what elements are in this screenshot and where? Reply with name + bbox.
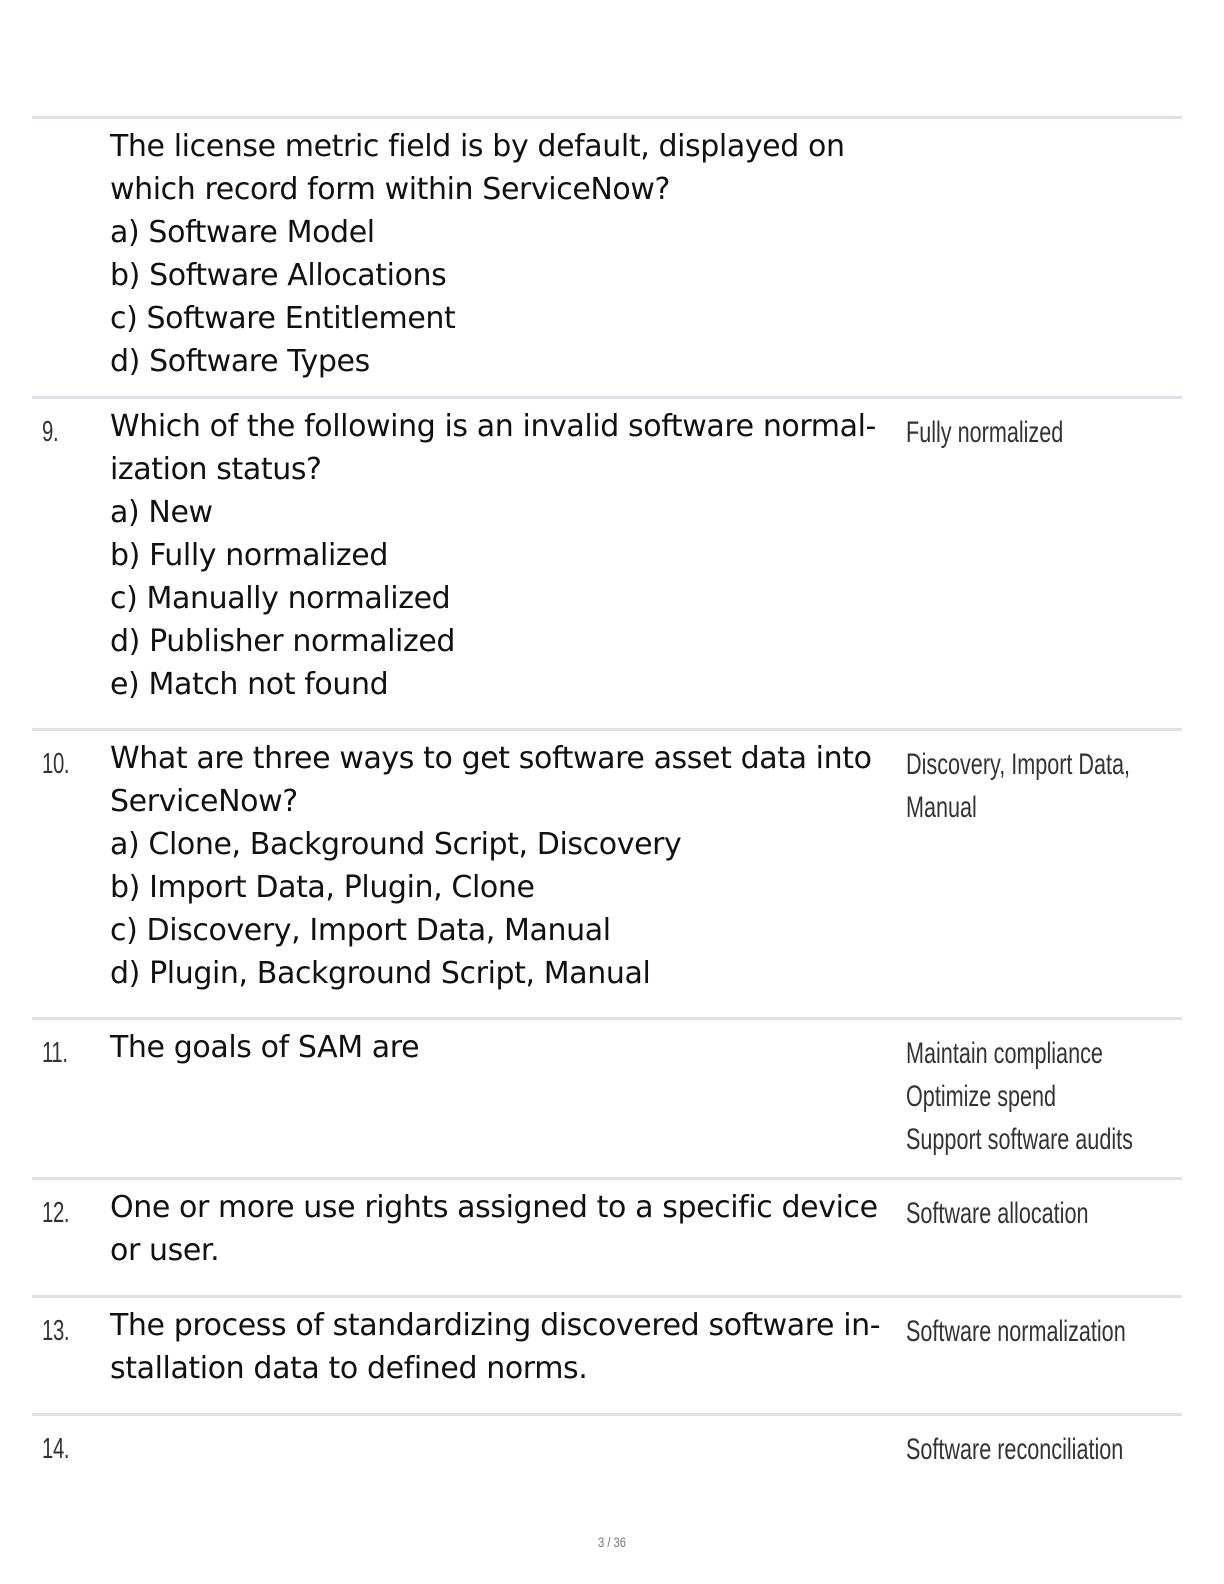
question-line: or user. [110, 1233, 220, 1268]
question-line: a) Software Model [110, 215, 375, 250]
question-line: b) Import Data, Plugin, Clone [110, 870, 535, 905]
question-line: d) Plugin, Background Script, Manual [110, 956, 651, 991]
question-line: ServiceNow? [110, 784, 298, 819]
question-line: d) Software Types [110, 344, 370, 379]
question-line: stallation data to defined norms. [110, 1351, 588, 1386]
answer-line: Maintain compliance [906, 1037, 1103, 1070]
question-line: which record form within ServiceNow? [110, 172, 671, 207]
item-number: 9. [42, 416, 59, 448]
item-number: 11. [42, 1037, 68, 1069]
question-line: e) Match not found [110, 667, 389, 702]
answer-line: Support software audits [906, 1123, 1133, 1156]
question-line: The license metric field is by default, displayed on [110, 129, 845, 164]
question-line: c) Discovery, Import Data, Manual [110, 913, 611, 948]
flashcard-row [32, 116, 1182, 396]
answer-text [906, 1310, 1126, 1353]
question-line: b) Fully normalized [110, 538, 388, 573]
question-line: ization status? [110, 452, 322, 487]
question-text [110, 1026, 900, 1069]
flashcard-row [32, 1177, 1182, 1295]
answer-text [906, 1192, 1105, 1235]
item-number: 10. [42, 748, 70, 780]
question-text [110, 125, 900, 383]
answer-line: Software normalization [906, 1315, 1126, 1348]
question-line: One or more use rights assigned to a specific device [110, 1190, 878, 1225]
item-number: 12. [42, 1197, 70, 1229]
flashcard-row [32, 1295, 1182, 1413]
page-indicator: 3 / 36 [597, 1534, 627, 1550]
flashcard-row [32, 1017, 1182, 1177]
flashcard-table [32, 116, 1182, 1493]
question-line: b) Software Allocations [110, 258, 447, 293]
flashcard-row [32, 728, 1182, 1017]
answer-line: Software reconciliation [906, 1433, 1124, 1466]
answer-line: Optimize spend [906, 1080, 1057, 1113]
answer-line: Fully normalized [906, 416, 1064, 449]
flashcard-row [32, 1413, 1182, 1493]
question-line: What are three ways to get software asset data into [110, 741, 872, 776]
question-text [110, 1186, 900, 1272]
question-line: Which of the following is an invalid software normal- [110, 409, 876, 444]
item-number: 14. [42, 1433, 70, 1465]
answer-text [906, 1428, 1124, 1471]
question-line: a) New [110, 495, 213, 530]
item-number: 13. [42, 1315, 70, 1347]
question-line: d) Publisher normalized [110, 624, 456, 659]
flashcard-row [32, 396, 1182, 728]
question-line: The process of standardizing discovered software in- [110, 1308, 881, 1343]
question-line: The goals of SAM are [110, 1030, 420, 1065]
question-text [110, 1304, 900, 1390]
answer-text [906, 1032, 1133, 1161]
question-text [110, 737, 900, 995]
answer-line: Software allocation [906, 1197, 1089, 1230]
question-line: a) Clone, Background Script, Discovery [110, 827, 682, 862]
question-line: c) Software Entitlement [110, 301, 456, 336]
answer-line: Discovery, Import Data, [906, 748, 1131, 781]
answer-line: Manual [906, 791, 977, 824]
question-line: c) Manually normalized [110, 581, 451, 616]
answer-text [906, 411, 1105, 454]
question-text [110, 405, 900, 706]
answer-text [906, 743, 1131, 829]
